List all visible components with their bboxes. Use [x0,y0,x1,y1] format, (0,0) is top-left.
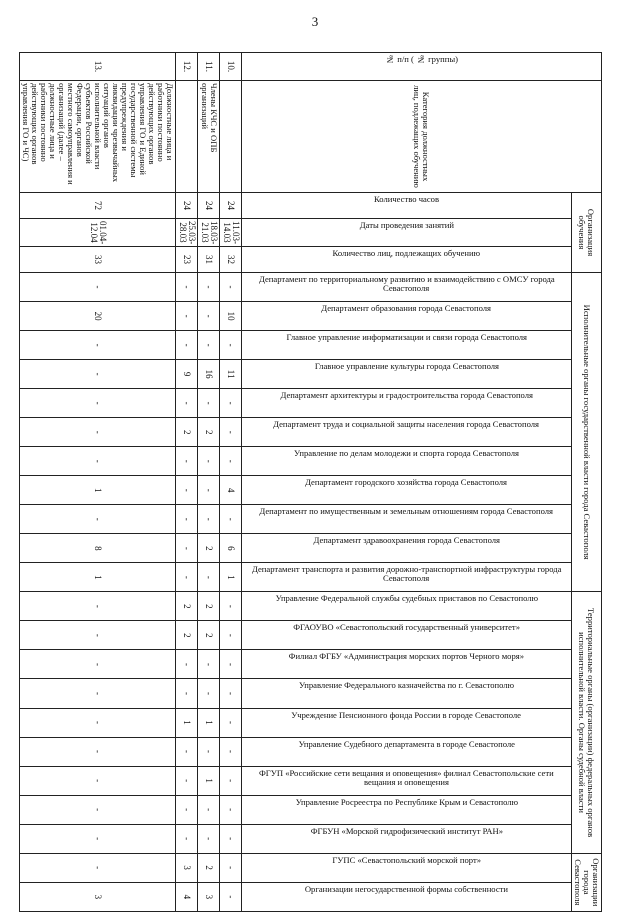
organization-training-header: Организация обучения [571,193,601,273]
category-cell [176,81,198,193]
exec-count-cell: 9 [176,360,198,389]
persons-cell: 33 [20,247,176,273]
persons-header: Количество лиц, подлежащих обучению [241,247,571,273]
city-org-count-cell: 3 [198,882,220,911]
header-group-row [571,53,601,912]
exec-count-cell: - [20,447,176,476]
territorial-count-cell: - [220,766,242,795]
exec-count-cell: 2 [198,418,220,447]
territorial-count-cell: - [220,621,242,650]
dates-cell: 18.03-21.03 [198,219,220,247]
territorial-count-cell: - [176,795,198,824]
territorial-count-cell: 1 [176,708,198,737]
exec-count-cell: - [176,505,198,534]
exec-count-cell: 2 [198,534,220,563]
executive-bodies-header: Исполнительные органы государственной власти города Севастополя [571,273,601,592]
exec-body-header: Департамент по имущественным и земельным отношениям города Севастополя [241,505,571,534]
territorial-count-cell: - [176,650,198,679]
territorial-count-cell: - [20,795,176,824]
exec-body-header: Департамент здравоохранения города Севастополя [241,534,571,563]
row-number-header: № п/п ( № группы) [241,53,601,81]
exec-count-cell: - [198,476,220,505]
table-row [20,53,176,912]
row-number-cell: 13. [20,53,176,81]
exec-body-header: Департамент труда и социальной защиты населения города Севастополя [241,418,571,447]
territorial-count-cell: - [176,824,198,853]
city-org-count-cell: - [220,882,242,911]
territorial-count-cell: - [198,737,220,766]
row-number-cell: 11. [198,53,220,81]
city-org-count-cell: 4 [176,882,198,911]
city-org-count-cell: - [20,853,176,882]
territorial-body-header: ФГАОУВО «Севастопольский государственный университет» [241,621,571,650]
exec-count-cell: - [220,418,242,447]
territorial-count-cell: - [220,737,242,766]
territorial-count-cell: 1 [198,766,220,795]
territorial-count-cell: - [20,650,176,679]
territorial-count-cell: 2 [176,621,198,650]
category-header: Категория должностных лиц, подлежащих обучению [241,81,601,193]
territorial-bodies-header: Территориальные органы (организации) федеральных органов исполнительной власти. Органы судебной власти [571,592,601,853]
territorial-count-cell: - [20,766,176,795]
exec-body-header: Департамент архитектуры и градостроительства города Севастополя [241,389,571,418]
category-cell: Члены КЧС и ОПБ организаций [198,81,220,193]
exec-count-cell: - [176,563,198,592]
exec-count-cell: 1 [220,563,242,592]
territorial-count-cell: - [220,650,242,679]
exec-count-cell: 2 [176,418,198,447]
territorial-count-cell: 2 [198,621,220,650]
exec-count-cell: 10 [220,302,242,331]
dates-cell: 25.03-28.03 [176,219,198,247]
exec-count-cell: - [176,476,198,505]
territorial-count-cell: - [220,824,242,853]
city-org-header: ГУПС «Севастопольский морской порт» [241,853,571,882]
exec-count-cell: - [220,447,242,476]
territorial-body-header: Управление Федеральной службы судебных приставов по Севастополю [241,592,571,621]
exec-count-cell: - [198,273,220,302]
row-number-cell: 10. [220,53,242,81]
hours-cell: 24 [176,193,198,219]
territorial-count-cell: - [220,708,242,737]
exec-body-header: Управление по делам молодежи и спорта города Севастополя [241,447,571,476]
exec-count-cell: - [198,447,220,476]
territorial-body-header: Филиал ФГБУ «Администрация морских портов Черного моря» [241,650,571,679]
row-number-cell: 12. [176,53,198,81]
exec-count-cell: 4 [220,476,242,505]
territorial-count-cell: - [176,737,198,766]
exec-count-cell: - [20,360,176,389]
city-org-count-cell: 2 [198,853,220,882]
city-org-header: Организации негосударственной формы собственности [241,882,571,911]
exec-count-cell: - [198,302,220,331]
exec-body-header: Департамент городского хозяйства города Севастополя [241,476,571,505]
exec-count-cell: 1 [20,563,176,592]
territorial-body-header: Управление Росреестра по Республике Крым и Севастополю [241,795,571,824]
territorial-body-header: Управление Судебного департамента в городе Севастополе [241,737,571,766]
territorial-count-cell: - [198,795,220,824]
exec-count-cell: - [176,389,198,418]
exec-count-cell: - [176,273,198,302]
city-org-count-cell: 3 [176,853,198,882]
hours-header: Количество часов [241,193,571,219]
category-cell: Должностные лица и работники постоянно действующих органов управления ГО и Единой государственной системы предупреждения и ликвидации чрезвычайных ситуаций органов исполнительной власти субъектов Российской Федерации, органов местного самоуправления и организаций (далее – должностные лица и работники постоянно действующих органов управления ГО и ЧС) [20,81,176,193]
exec-count-cell: 1 [20,476,176,505]
exec-count-cell: - [220,331,242,360]
page-number: 3 [311,14,319,29]
territorial-body-header: Управление Федерального казначейства по г. Севастополю [241,679,571,708]
territorial-count-cell: 2 [198,592,220,621]
exec-count-cell: 8 [20,534,176,563]
exec-body-header: Департамент транспорта и развития дорожно-транспортной инфраструктуры города Севастополя [241,563,571,592]
exec-count-cell: - [220,273,242,302]
territorial-count-cell: - [220,795,242,824]
exec-count-cell: - [20,273,176,302]
territorial-count-cell: - [176,766,198,795]
exec-count-cell: - [20,418,176,447]
persons-cell: 23 [176,247,198,273]
category-cell [220,81,242,193]
exec-count-cell: 11 [220,360,242,389]
city-organizations-header: Организации города Севастополя [571,853,601,911]
territorial-body-header: ФГБУН «Морской гидрофизический институт РАН» [241,824,571,853]
exec-count-cell: - [20,389,176,418]
territorial-count-cell: - [20,679,176,708]
city-org-count-cell: 3 [20,882,176,911]
territorial-count-cell: - [198,824,220,853]
exec-count-cell: - [220,505,242,534]
exec-count-cell: - [20,505,176,534]
persons-cell: 31 [198,247,220,273]
territorial-count-cell: 2 [176,592,198,621]
territorial-count-cell: - [176,679,198,708]
exec-count-cell: - [198,331,220,360]
territorial-count-cell: 1 [198,708,220,737]
exec-count-cell: - [176,302,198,331]
persons-cell: 32 [220,247,242,273]
hours-cell: 24 [220,193,242,219]
territorial-count-cell: - [20,824,176,853]
territorial-count-cell: - [20,621,176,650]
exec-count-cell: - [176,331,198,360]
hours-cell: 72 [20,193,176,219]
exec-body-header: Главное управление культуры города Севастополя [241,360,571,389]
dates-cell: 11.03-14.03 [220,219,242,247]
exec-body-header: Департамент образования города Севастополя [241,302,571,331]
exec-count-cell: 16 [198,360,220,389]
exec-body-header: Департамент по территориальному развитию и взаимодействию с ОМСУ города Севастополя [241,273,571,302]
dates-header: Даты проведения занятий [241,219,571,247]
exec-body-header: Главное управление информатизации и связи города Севастополя [241,331,571,360]
territorial-count-cell: - [20,708,176,737]
exec-count-cell: - [176,534,198,563]
territorial-count-cell: - [198,679,220,708]
territorial-count-cell: - [198,650,220,679]
exec-count-cell: - [176,447,198,476]
hours-cell: 24 [198,193,220,219]
table-body [20,53,242,912]
territorial-body-header: Учреждение Пенсионного фонда России в городе Севастополе [241,708,571,737]
exec-count-cell: - [198,389,220,418]
training-schedule-table [19,52,602,912]
territorial-count-cell: - [220,592,242,621]
table-row [198,53,220,912]
table-row [220,53,242,912]
city-org-count-cell: - [220,853,242,882]
exec-count-cell: - [198,505,220,534]
exec-count-cell: - [20,331,176,360]
exec-count-cell: - [198,563,220,592]
exec-count-cell: 20 [20,302,176,331]
territorial-count-cell: - [20,737,176,766]
territorial-count-cell: - [220,679,242,708]
dates-cell: 01.04-12.04 [20,219,176,247]
table-row [176,53,198,912]
territorial-body-header: ФГУП «Российские сети вещания и оповещения» филиал Севастопольские сети вещания и оповещения [241,766,571,795]
exec-count-cell: - [220,389,242,418]
exec-count-cell: 6 [220,534,242,563]
training-schedule-sheet [21,52,602,912]
territorial-count-cell: - [20,592,176,621]
